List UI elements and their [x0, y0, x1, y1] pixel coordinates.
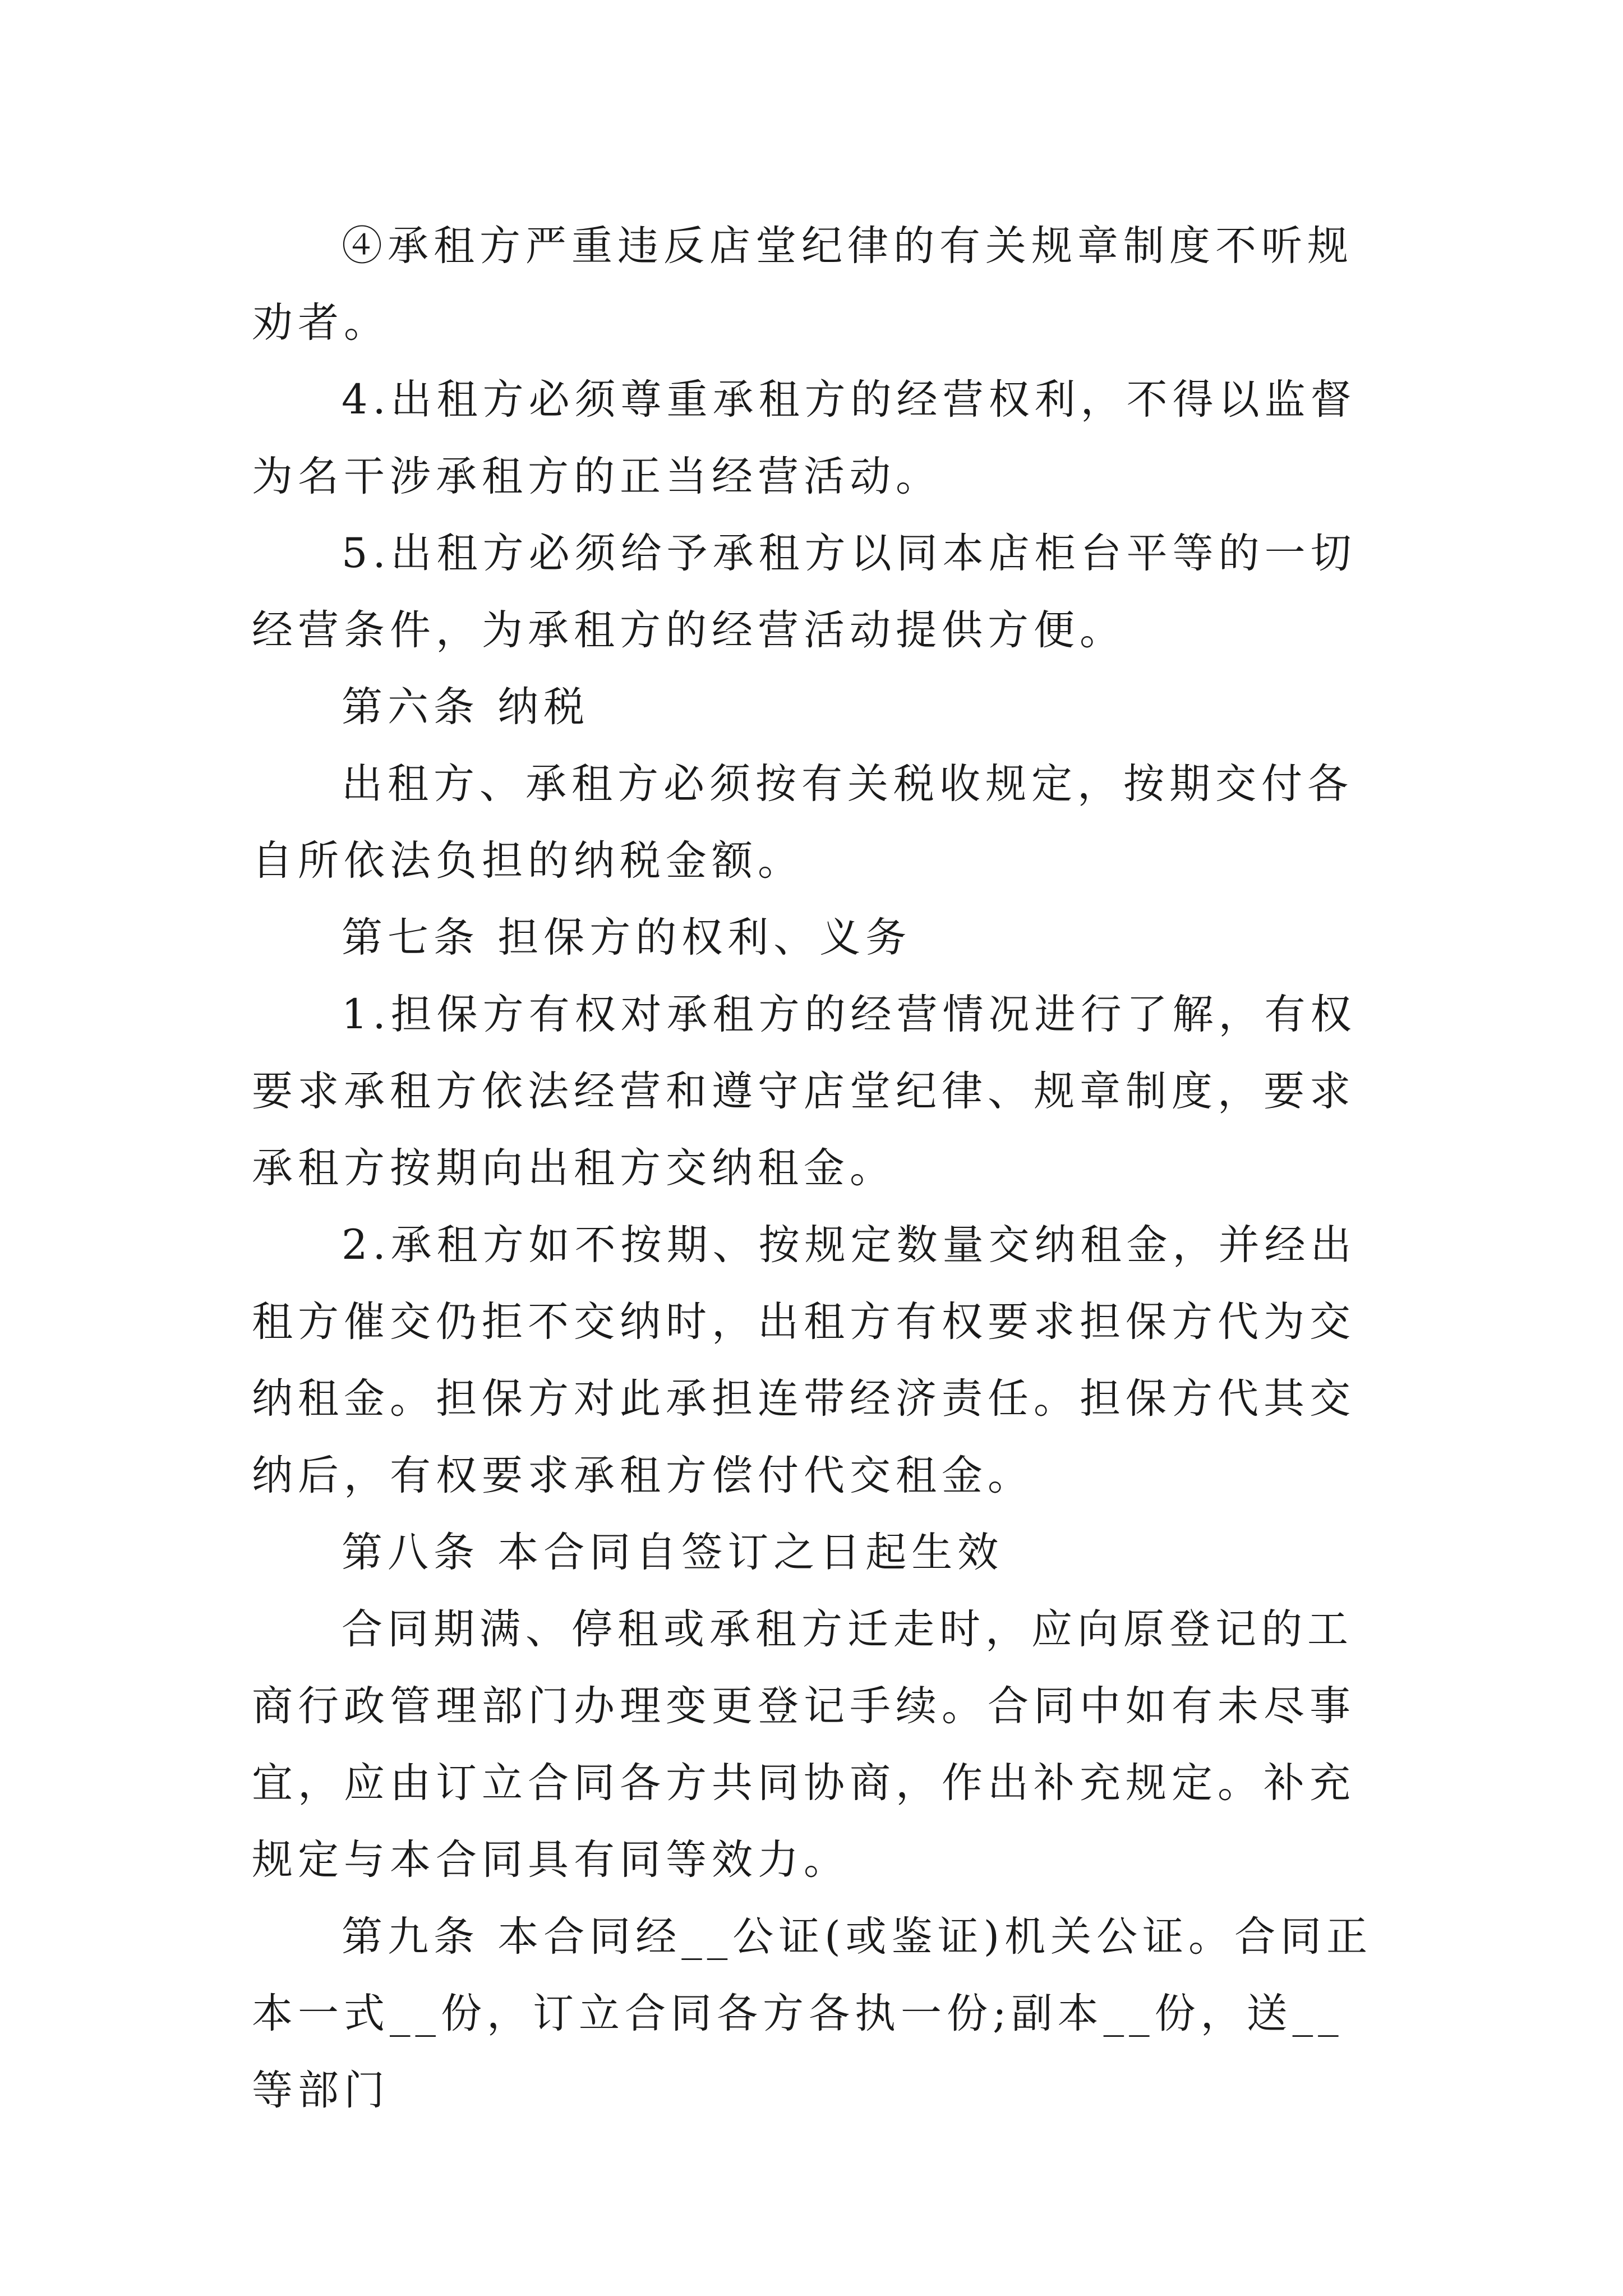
paragraph-item-5: 5.出租方必须给予承租方以同本店柜台平等的一切经营条件，为承租方的经营活动提供方便。	[252, 530, 1357, 654]
article-8-heading: 第八条 本合同自签订之日起生效	[342, 1529, 1004, 1576]
article-7-heading: 第七条 担保方的权利、义务	[342, 914, 912, 961]
paragraph-clause-4-item: ④承租方严重违反店堂纪律的有关规章制度不听规劝者。	[252, 222, 1353, 347]
contract-text-body	[252, 208, 1379, 2129]
article-7-item-2: 2.承租方如不按期、按规定数量交纳租金，并经出租方催交仍拒不交纳时，出租方有权要求担保方代为交纳租金。担保方对此承担连带经济责任。担保方代其交纳后，有权要求承租方偿付代交租金。	[252, 1221, 1357, 1499]
article-7-item-1: 1.担保方有权对承租方的经营情况进行了解，有权要求承租方依法经营和遵守店堂纪律、规章制度，要求承租方按期向出租方交纳租金。	[252, 991, 1357, 1192]
paragraph-item-4: 4.出租方必须尊重承租方的经营权利，不得以监督为名干涉承租方的正当经营活动。	[252, 376, 1357, 500]
article-6-body: 出租方、承租方必须按有关税收规定，按期交付各自所依法负担的纳税金额。	[252, 760, 1353, 885]
article-6-heading: 第六条 纳税	[342, 683, 590, 731]
article-8-body: 合同期满、停租或承租方迁走时，应向原登记的工商行政管理部门办理变更登记手续。合同中如有未尽事宜，应由订立合同各方共同协商，作出补充规定。补充规定与本合同具有同等效力。	[252, 1605, 1355, 1884]
article-9-body: 第九条 本合同经__公证(或鉴证)机关公证。合同正本一式__份，订立合同各方各执一份;副本__份，送__等部门	[252, 1913, 1373, 2114]
